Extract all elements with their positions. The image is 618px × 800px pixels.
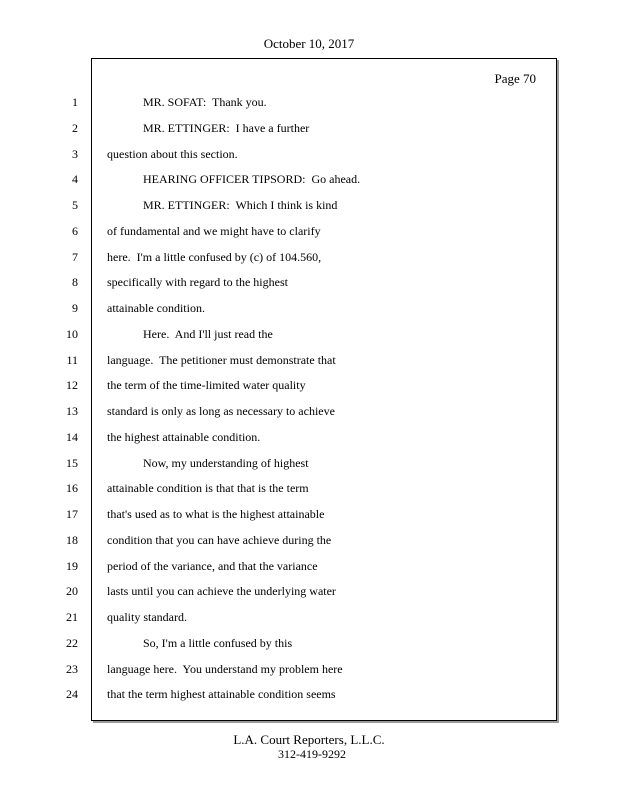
line-text: specifically with regard to the highest	[107, 275, 288, 290]
line-text: MR. ETTINGER: I have a further	[143, 120, 310, 135]
line-text: of fundamental and we might have to clarify	[107, 223, 321, 238]
line-text: language. The petitioner must demonstrate that	[107, 352, 336, 367]
line-text: Now, my understanding of highest	[143, 455, 309, 470]
line-number: 12	[66, 378, 78, 393]
line-number: 19	[66, 558, 78, 573]
line-text: MR. ETTINGER: Which I think is kind	[143, 198, 338, 212]
line-text: lasts until you can achieve the underlying water	[107, 584, 336, 599]
line-number: 17	[66, 507, 78, 521]
line-text: attainable condition is that that is the term	[107, 481, 309, 496]
line-number: 6	[72, 223, 78, 238]
line-text: language here. You understand my problem here	[107, 661, 343, 676]
header-date: October 10, 2017	[263, 36, 355, 51]
line-text: the term of the time-limited water quality	[107, 378, 306, 393]
line-text: here. I'm a little confused by (c) of 104.560,	[107, 249, 322, 264]
line-number: 24	[66, 687, 78, 702]
line-text: So, I'm a little confused by this	[143, 635, 293, 650]
line-number: 5	[72, 198, 78, 212]
line-number: 3	[72, 146, 78, 161]
line-text: quality standard.	[107, 610, 187, 624]
line-text: standard is only as long as necessary to achieve	[107, 404, 335, 418]
line-text: MR. SOFAT: Thank you.	[143, 95, 267, 109]
line-number: 7	[72, 249, 78, 264]
line-number: 16	[66, 481, 78, 496]
line-text: the highest attainable condition.	[107, 429, 261, 444]
line-number: 22	[66, 635, 78, 650]
line-number: 15	[66, 455, 78, 470]
line-number: 9	[72, 301, 78, 315]
line-number: 21	[66, 610, 78, 624]
line-number: 11	[66, 352, 78, 367]
line-number: 23	[66, 661, 78, 676]
line-number: 1	[72, 95, 78, 109]
line-text: HEARING OFFICER TIPSORD: Go ahead.	[143, 172, 361, 187]
line-text: Here. And I'll just read the	[143, 326, 273, 341]
line-text: that the term highest attainable condition seems	[107, 687, 336, 702]
line-number: 4	[72, 172, 78, 187]
line-number: 10	[66, 326, 78, 341]
footer-company: L.A. Court Reporters, L.L.C.	[233, 732, 385, 747]
line-text: attainable condition.	[107, 301, 205, 315]
line-number: 20	[66, 584, 78, 599]
footer-phone: 312-419-9292	[278, 747, 346, 761]
line-number: 14	[66, 429, 78, 444]
line-number: 2	[72, 120, 78, 135]
line-text: that's used as to what is the highest attainable	[107, 507, 325, 521]
line-number: 13	[66, 404, 78, 418]
line-number: 18	[66, 532, 78, 547]
line-number: 8	[72, 275, 78, 290]
line-text: question about this section.	[107, 146, 238, 161]
line-text: period of the variance, and that the variance	[107, 558, 318, 573]
page-number: Page 70	[494, 71, 536, 86]
line-text: condition that you can have achieve during the	[107, 532, 332, 547]
